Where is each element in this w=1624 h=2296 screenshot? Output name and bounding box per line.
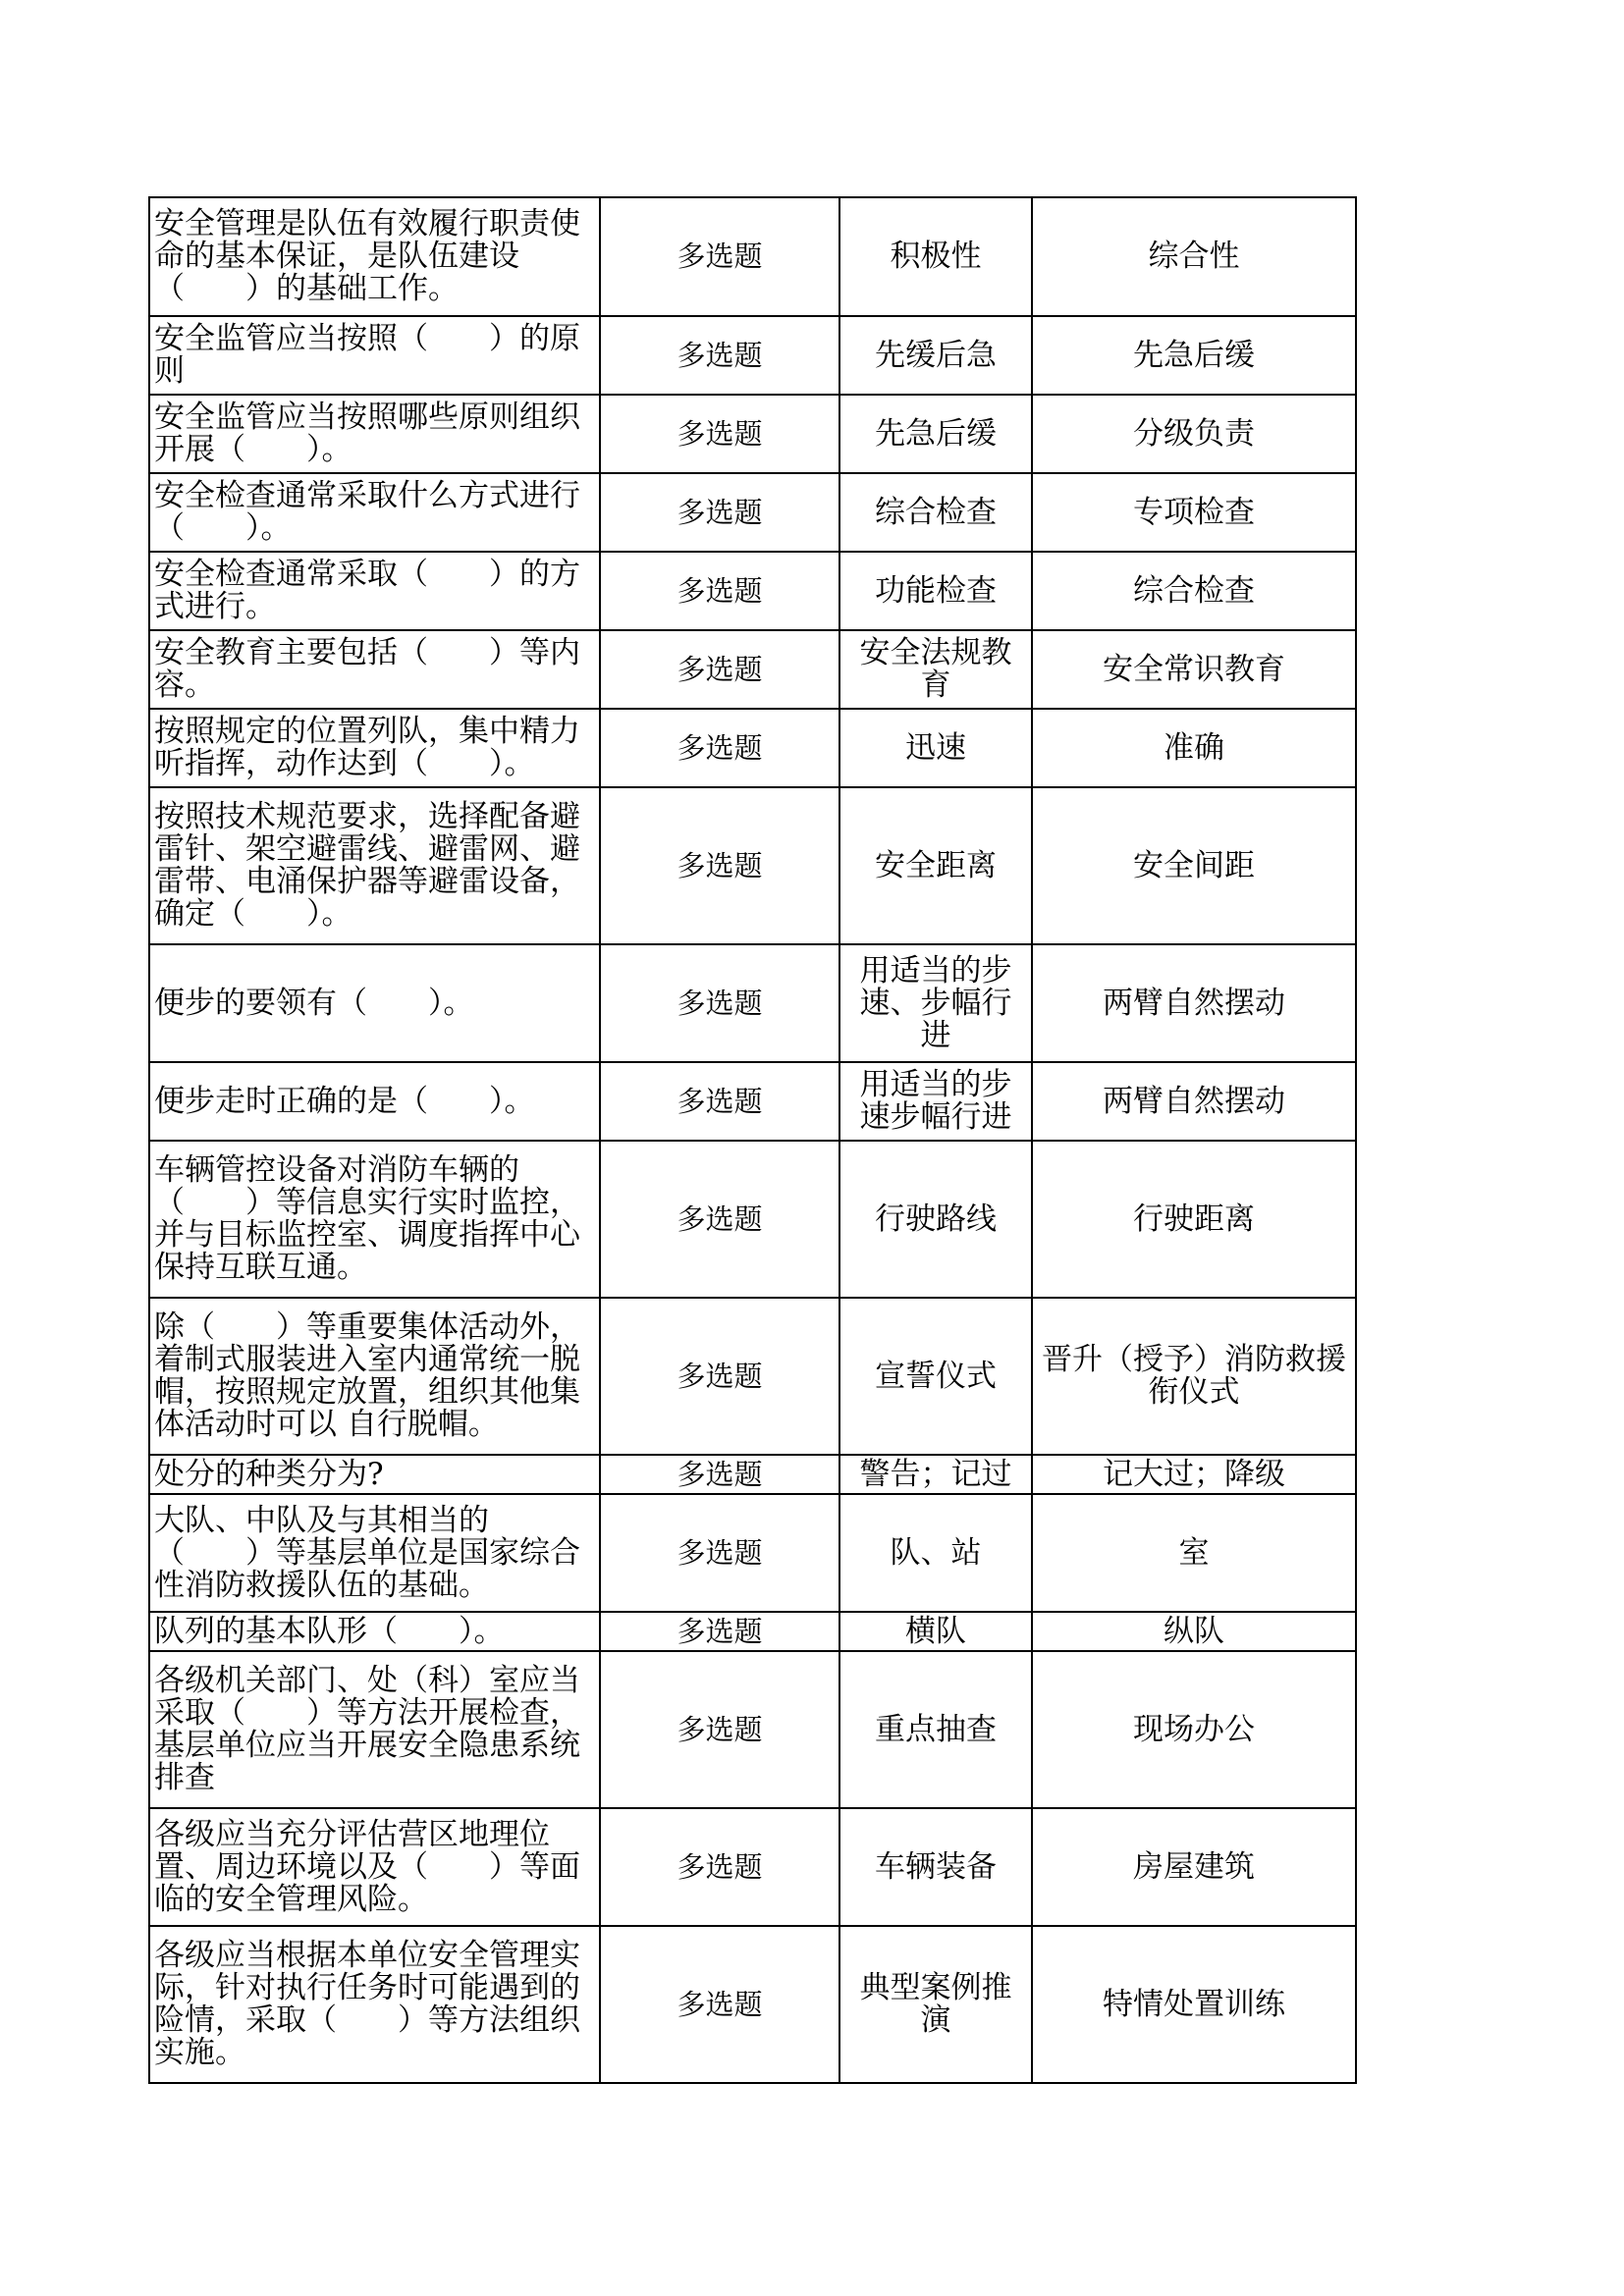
type-cell: 多选题	[600, 787, 839, 944]
question-cell: 安全检查通常采取什么方式进行（ ）。	[149, 473, 600, 552]
option-a-cell: 重点抽查	[839, 1651, 1032, 1808]
table-row	[149, 473, 1356, 552]
table-row	[149, 197, 1356, 316]
type-cell: 多选题	[600, 1455, 839, 1494]
type-cell: 多选题	[600, 1494, 839, 1612]
option-a-cell: 综合检查	[839, 473, 1032, 552]
table-row	[149, 1926, 1356, 2083]
question-cell: 各级机关部门、处（科）室应当采取（ ）等方法开展检查，基层单位应当开展安全隐患系统排查	[149, 1651, 600, 1808]
option-b-cell: 综合检查	[1032, 552, 1356, 630]
option-a-cell: 积极性	[839, 197, 1032, 316]
type-cell: 多选题	[600, 709, 839, 787]
option-a-cell: 迅速	[839, 709, 1032, 787]
table-row	[149, 1651, 1356, 1808]
question-cell: 除（ ）等重要集体活动外，着制式服装进入室内通常统一脱帽，按照规定放置，组织其他集体活动时可以 自行脱帽。	[149, 1298, 600, 1455]
question-cell: 按照技术规范要求，选择配备避雷针、架空避雷线、避雷网、避雷带、电涌保护器等避雷设备，确定（ ）。	[149, 787, 600, 944]
question-cell: 大队、中队及与其相当的（ ）等基层单位是国家综合性消防救援队伍的基础。	[149, 1494, 600, 1612]
option-a-cell: 车辆装备	[839, 1808, 1032, 1926]
question-cell: 安全管理是队伍有效履行职责使命的基本保证，是队伍建设（ ）的基础工作。	[149, 197, 600, 316]
option-b-cell: 行驶距离	[1032, 1141, 1356, 1298]
table-row	[149, 1141, 1356, 1298]
option-b-cell: 分级负责	[1032, 395, 1356, 473]
option-a-cell: 先急后缓	[839, 395, 1032, 473]
question-cell: 各级应当充分评估营区地理位置、周边环境以及（ ）等面临的安全管理风险。	[149, 1808, 600, 1926]
type-cell: 多选题	[600, 552, 839, 630]
type-cell: 多选题	[600, 1926, 839, 2083]
question-cell: 安全监管应当按照哪些原则组织开展（ ）。	[149, 395, 600, 473]
type-cell: 多选题	[600, 1612, 839, 1651]
option-b-cell: 纵队	[1032, 1612, 1356, 1651]
option-a-cell: 安全法规教育	[839, 630, 1032, 709]
type-cell: 多选题	[600, 1298, 839, 1455]
option-b-cell: 准确	[1032, 709, 1356, 787]
option-a-cell: 典型案例推演	[839, 1926, 1032, 2083]
type-cell: 多选题	[600, 395, 839, 473]
option-a-cell: 功能检查	[839, 552, 1032, 630]
question-cell: 便步的要领有（ ）。	[149, 944, 600, 1062]
option-b-cell: 记大过；降级	[1032, 1455, 1356, 1494]
table-row	[149, 944, 1356, 1062]
question-cell: 安全教育主要包括（ ）等内容。	[149, 630, 600, 709]
option-b-cell: 安全间距	[1032, 787, 1356, 944]
table-row	[149, 1062, 1356, 1141]
table-row	[149, 395, 1356, 473]
option-b-cell: 现场办公	[1032, 1651, 1356, 1808]
option-a-cell: 横队	[839, 1612, 1032, 1651]
type-cell: 多选题	[600, 630, 839, 709]
type-cell: 多选题	[600, 473, 839, 552]
option-b-cell: 安全常识教育	[1032, 630, 1356, 709]
type-cell: 多选题	[600, 1141, 839, 1298]
option-a-cell: 行驶路线	[839, 1141, 1032, 1298]
question-table	[148, 196, 1357, 2084]
question-cell: 队列的基本队形（ ）。	[149, 1612, 600, 1651]
option-a-cell: 安全距离	[839, 787, 1032, 944]
table-row	[149, 709, 1356, 787]
option-a-cell: 用适当的步速步幅行进	[839, 1062, 1032, 1141]
question-cell: 安全监管应当按照（ ）的原则	[149, 316, 600, 395]
question-cell: 安全检查通常采取（ ）的方式进行。	[149, 552, 600, 630]
option-b-cell: 专项检查	[1032, 473, 1356, 552]
type-cell: 多选题	[600, 1651, 839, 1808]
question-table-body	[149, 197, 1356, 2083]
type-cell: 多选题	[600, 316, 839, 395]
option-a-cell: 队、站	[839, 1494, 1032, 1612]
option-b-cell: 综合性	[1032, 197, 1356, 316]
question-cell: 便步走时正确的是（ ）。	[149, 1062, 600, 1141]
table-row	[149, 630, 1356, 709]
table-row	[149, 1455, 1356, 1494]
option-a-cell: 先缓后急	[839, 316, 1032, 395]
option-b-cell: 晋升（授予）消防救援衔仪式	[1032, 1298, 1356, 1455]
table-row	[149, 1494, 1356, 1612]
option-a-cell: 用适当的步速、步幅行进	[839, 944, 1032, 1062]
table-row	[149, 1808, 1356, 1926]
option-b-cell: 两臂自然摆动	[1032, 1062, 1356, 1141]
table-row	[149, 1612, 1356, 1651]
option-b-cell: 房屋建筑	[1032, 1808, 1356, 1926]
table-row	[149, 316, 1356, 395]
option-b-cell: 特情处置训练	[1032, 1926, 1356, 2083]
question-cell: 处分的种类分为?	[149, 1455, 600, 1494]
type-cell: 多选题	[600, 1062, 839, 1141]
table-row	[149, 1298, 1356, 1455]
type-cell: 多选题	[600, 944, 839, 1062]
option-b-cell: 两臂自然摆动	[1032, 944, 1356, 1062]
question-cell: 各级应当根据本单位安全管理实际，针对执行任务时可能遇到的险情，采取（ ）等方法组织实施。	[149, 1926, 600, 2083]
table-row	[149, 787, 1356, 944]
type-cell: 多选题	[600, 197, 839, 316]
question-cell: 按照规定的位置列队，集中精力听指挥，动作达到（ ）。	[149, 709, 600, 787]
question-cell: 车辆管控设备对消防车辆的（ ）等信息实行实时监控，并与目标监控室、调度指挥中心保持互联互通。	[149, 1141, 600, 1298]
table-row	[149, 552, 1356, 630]
type-cell: 多选题	[600, 1808, 839, 1926]
option-b-cell: 先急后缓	[1032, 316, 1356, 395]
option-a-cell: 警告；记过	[839, 1455, 1032, 1494]
option-a-cell: 宣誓仪式	[839, 1298, 1032, 1455]
option-b-cell: 室	[1032, 1494, 1356, 1612]
